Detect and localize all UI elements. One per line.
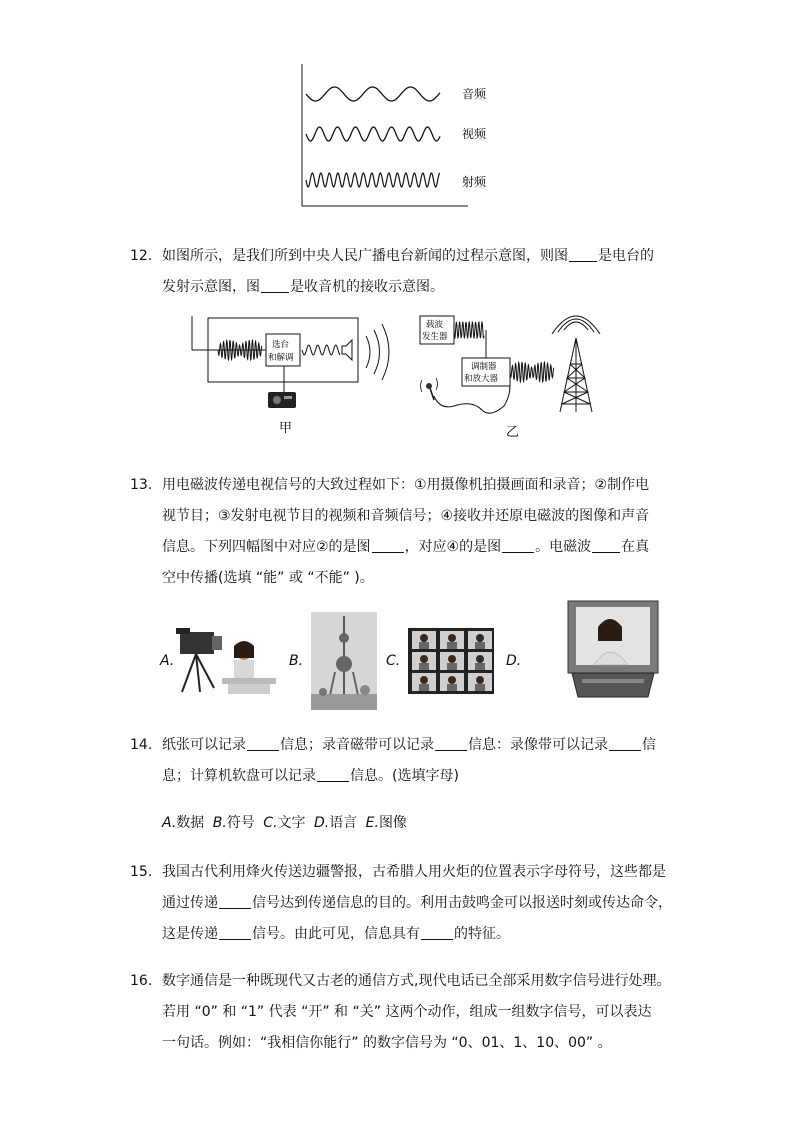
question-13 [132,470,692,594]
question-number: 12. [130,248,153,264]
q12-line-1 [162,241,692,272]
q14-text: 息；计算机软盘可以记录 [162,768,316,784]
q14-text: 纸张可以记录 [162,737,246,753]
q14-text: 信息。(选填字母) [350,768,459,784]
q13-line-4: 空中传播(选填 “能” 或 “不能” )。 [162,570,374,586]
answer-blank[interactable] [435,736,467,751]
q14-text: 信息：录像带可以记录 [468,737,608,753]
microphone-cable [434,386,510,413]
wave-label-audio: 音频 [462,87,487,101]
q15-text: 这是传递 [162,926,218,942]
question-15 [132,857,692,950]
answer-blank[interactable] [372,538,404,553]
wave-label-rf: 射频 [462,175,487,189]
q14-text: 信 [642,737,656,753]
choice-letter: C. [263,815,278,831]
q16-line-2: 若用 “0” 和 “1” 代表 “开” 和 “关” 这两个动作，组成一组数字信号，可以表达 [162,1004,652,1020]
caption-jia: 甲 [279,421,293,436]
answer-blank[interactable] [592,538,620,553]
choice-letter: A. [162,815,177,831]
output-signal [510,362,554,382]
question-16 [132,966,692,1059]
choice-text: 语言 [329,815,358,831]
modulated-signal [218,340,262,360]
carrier-label: 发生器 [422,332,448,342]
choice-letter: B. [212,815,227,831]
q15-line-3 [162,919,692,950]
q14-line-1 [162,730,692,761]
q15-line-2 [162,888,692,919]
tuner-label: 选台 [272,340,290,350]
carrier-label: 载波 [426,320,444,330]
question-number: 14. [130,737,153,753]
answer-blank[interactable] [317,767,349,782]
audio-signal [302,345,340,355]
tuner-label: 和解调 [268,353,294,363]
q13-line-1: 用电磁波传递电视信号的大致过程如下：①用摄像机拍摄画面和录音；②制作电 [162,477,650,493]
q15-text: 的特征。 [454,926,510,942]
answer-blank[interactable] [247,736,279,751]
q14-choices [162,811,407,835]
q16-line-3: 一句话。例如：“我相信你能行” 的数字信号为 “0、01、1、10、00” 。 [162,1035,612,1051]
sound-wave [366,324,389,380]
q12-text: 是收音机的接收示意图。 [290,279,444,295]
speaker-icon [342,340,352,360]
answer-blank[interactable] [219,925,251,940]
receiver-diagram [188,312,418,442]
answer-blank[interactable] [219,894,251,909]
q13-line-2: 视节目；③发射电视节目的视频和音频信号；④接收并还原电磁波的图像和声音 [162,508,650,524]
question-number: 15. [130,864,153,880]
question-number: 13. [130,477,153,493]
q14-text: 信息；录音磁带可以记录 [280,737,434,753]
wave-label-video: 视频 [462,127,487,141]
question-12 [132,241,692,303]
choice-text: 文字 [277,815,306,831]
microphone-icon [421,378,438,400]
question-number: 16. [130,973,153,989]
q15-text: 通过传递 [162,895,218,911]
q15-text: 信号达到传递信息的目的。利用击鼓鸣金可以报送时刻或传达命令， [252,895,672,911]
q12-text: 发射示意图，图 [162,279,260,295]
wave-video [306,127,440,141]
answer-blank[interactable] [569,247,597,262]
q12-line-2 [162,272,692,303]
choice-letter: E. [365,815,379,831]
q15-text: 信号。由此可见，信息具有 [252,926,420,942]
q16-line-1: 数字通信是一种既现代又古老的通信方式,现代电话已全部采用数字信号进行处理。 [162,973,671,989]
option-a-label[interactable]: A. [160,653,175,669]
option-a-image-camera [172,626,276,698]
transmitter-diagram [414,308,604,442]
q14-line-2 [162,761,692,792]
antenna-tower-icon [552,316,600,412]
modulator-label: 调制器 [471,362,497,372]
option-b-label[interactable]: B. [289,653,304,669]
wave-audio [306,87,440,101]
q13-text: 信息。下列四幅图中对应②的是图 [162,539,371,555]
modulator-label: 和放大器 [464,374,499,384]
option-c-image-monitor-wall [408,628,494,694]
q12-text: 如图所示，是我们所到中央人民广播电台新闻的过程示意图，则图 [162,248,568,264]
q13-text: 。电磁波 [535,539,592,555]
q12-text: 是电台的 [598,248,654,264]
answer-blank[interactable] [609,736,641,751]
radio-icon [268,392,296,408]
q13-line-3 [162,532,692,563]
option-b-image-tower [311,612,377,710]
choice-text: 数据 [176,815,205,831]
question-14 [132,730,692,792]
answer-blank[interactable] [502,538,534,553]
q13-text: 在真 [621,539,650,555]
q13-text: ，对应④的是图 [404,539,502,555]
choice-text: 符号 [226,815,255,831]
wave-rf [306,173,440,187]
carrier-wave [454,322,484,338]
choice-text: 图像 [378,815,407,831]
answer-blank[interactable] [421,925,453,940]
option-d-label[interactable]: D. [506,653,522,669]
wave-figure [290,60,500,210]
option-d-image-tv [566,599,660,701]
caption-yi: 乙 [506,425,520,440]
q15-line-1: 我国古代利用烽火传送边疆警报，古希腊人用火炬的位置表示字母符号，这些都是 [162,864,666,880]
option-c-label[interactable]: C. [386,653,401,669]
choice-letter: D. [313,815,330,831]
answer-blank[interactable] [261,278,289,293]
